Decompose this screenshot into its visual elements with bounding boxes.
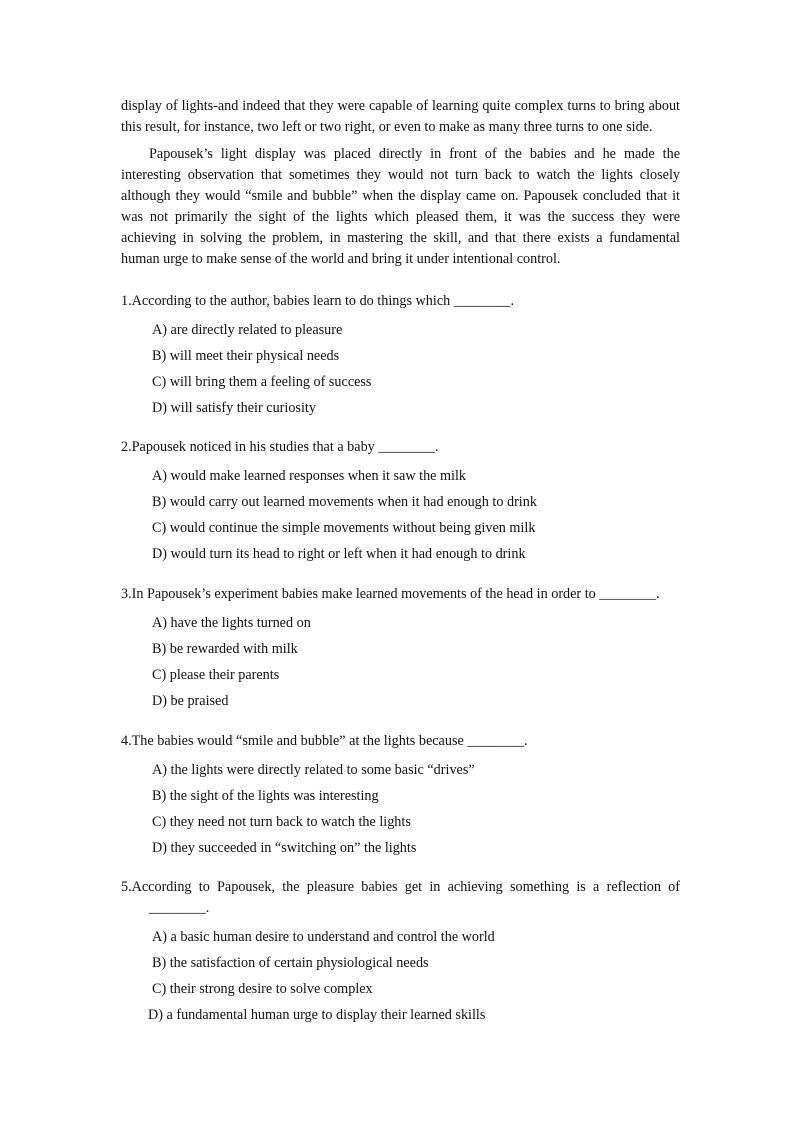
- question-stem: 1.According to the author, babies learn to do things which ________.: [121, 293, 515, 309]
- option-d: D) a fundamental human urge to display their learned skills: [148, 1007, 486, 1023]
- option-b: B) the sight of the lights was interesting: [152, 788, 379, 804]
- option-list: [121, 317, 680, 421]
- option-c: C) their strong desire to solve complex: [152, 981, 373, 997]
- option-d: D) would turn its head to right or left when it had enough to drink: [152, 546, 526, 562]
- option-a: A) are directly related to pleasure: [152, 322, 343, 338]
- option-d: D) will satisfy their curiosity: [152, 400, 316, 416]
- option-c: C) they need not turn back to watch the lights: [152, 814, 411, 830]
- option-a: A) have the lights turned on: [152, 615, 311, 631]
- question-4: [121, 731, 680, 861]
- option-b: B) will meet their physical needs: [152, 348, 340, 364]
- question-5: [121, 877, 680, 1028]
- question-stem: 5.According to Papousek, the pleasure babies get in achieving something is a reflection of: [121, 879, 680, 895]
- question-stem-blank: ________.: [149, 900, 210, 916]
- question-3: [121, 584, 680, 714]
- option-list: [121, 924, 680, 1028]
- option-c: C) would continue the simple movements without being given milk: [152, 520, 536, 536]
- option-a: A) the lights were directly related to some basic “drives”: [152, 762, 475, 778]
- passage-paragraph-2: Papousek’s light display was placed directly in front of the babies and he made the interesting observation that sometimes they would not turn back to watch the lights closely although they would “smile and bubble” when the display came on. Papousek concluded that it was not primarily the sight of the lights which pleased them, it was the success they were achieving in solving the problem, in mastering the skill, and that there exists a fundamental human urge to make sense of the world and bring it under intentional control.: [121, 146, 680, 267]
- passage-paragraph-1: display of lights-and indeed that they were capable of learning quite complex turns to bring about this result, for instance, two left or two right, or even to make as many three turns to one side.: [121, 98, 680, 135]
- question-2: [121, 437, 680, 567]
- option-b: B) be rewarded with milk: [152, 641, 298, 657]
- option-list: [121, 610, 680, 714]
- question-stem: 4.The babies would “smile and bubble” at the lights because ________.: [121, 733, 528, 749]
- option-list: [121, 463, 680, 567]
- option-b: B) would carry out learned movements when it had enough to drink: [152, 494, 537, 510]
- question-stem: 2.Papousek noticed in his studies that a baby ________.: [121, 439, 439, 455]
- option-list: [121, 757, 680, 861]
- option-a: A) would make learned responses when it saw the milk: [152, 468, 467, 484]
- option-a: A) a basic human desire to understand and control the world: [152, 929, 495, 945]
- option-c: C) will bring them a feeling of success: [152, 374, 372, 390]
- option-d: D) be praised: [152, 693, 229, 709]
- question-stem: 3.In Papousek’s experiment babies make learned movements of the head in order to ________.: [121, 586, 660, 602]
- option-c: C) please their parents: [152, 667, 280, 683]
- option-d: D) they succeeded in “switching on” the lights: [152, 840, 417, 856]
- question-1: [121, 291, 680, 421]
- option-b: B) the satisfaction of certain physiological needs: [152, 955, 429, 971]
